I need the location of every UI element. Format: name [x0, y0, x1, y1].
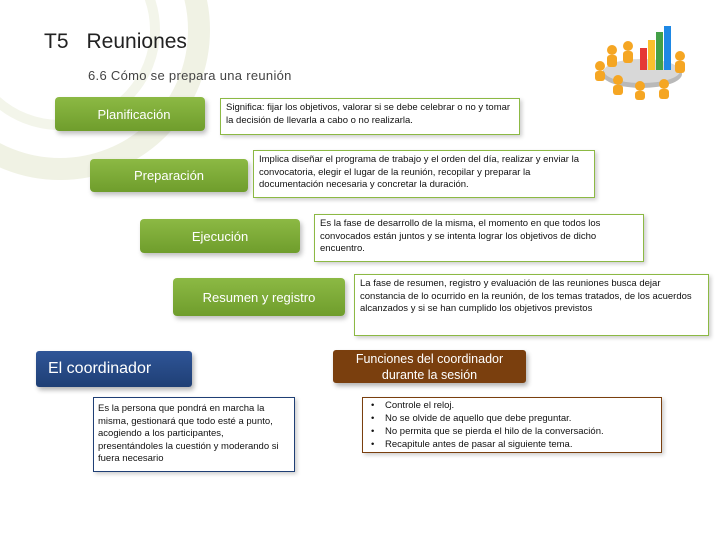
- functions-heading: [333, 350, 526, 383]
- stage-label: Ejecución: [191, 228, 249, 244]
- functions-list: [362, 397, 662, 453]
- stage-label: Preparación: [133, 168, 205, 183]
- list-item: • Controle el reloj.: [367, 399, 657, 412]
- list-item: • No permita que se pierda el hilo de la conversación.: [367, 425, 657, 438]
- stage-resumen-registro-description: La fase de resumen, registro y evaluación de las reuniones busca dejar constancia de lo ocurrido en la reunión, de los temas tratados, de los acuerdos alcanzados y si se han cumplido los objetivos previstos: [354, 274, 709, 336]
- stage-label: Planificación: [97, 106, 171, 122]
- topic-number: T5: [44, 30, 69, 53]
- page-title: [44, 30, 187, 54]
- stage-label: Resumen y registro: [202, 289, 316, 305]
- stage-planificacion: [55, 97, 205, 131]
- functions-heading-line2: durante la sesión: [381, 367, 478, 382]
- stage-ejecucion-description: Es la fase de desarrollo de la misma, el momento en que todos los convocados están juntos y se intenta lograr los objetivos de dicho encuentro.: [314, 214, 644, 262]
- stage-preparacion: [90, 159, 248, 192]
- stage-ejecucion: [140, 219, 300, 253]
- list-item: • No se olvide de aquello que debe preguntar.: [367, 412, 657, 425]
- coordinator-description: Es la persona que pondrá en marcha la misma, gestionará que todo esté a punto, acogiendo a los participantes, presentándoles la cuestión y moderando si fuera necesario: [93, 397, 295, 472]
- functions-heading-line1: Funciones del coordinador: [355, 351, 504, 366]
- coordinator-heading: El coordinador: [36, 351, 192, 387]
- stage-planificacion-description: Significa: fijar los objetivos, valorar si se debe celebrar o no y tomar la decisión de llevarla a cabo o no realizarla.: [220, 98, 520, 135]
- list-item: • Recapitule antes de pasar al siguiente tema.: [367, 438, 657, 451]
- stage-preparacion-description: Implica diseñar el programa de trabajo y el orden del día, realizar y enviar la convocatoria, elegir el lugar de la reunión, recopilar y preparar la documentación necesaria y concretar la duración.: [253, 150, 595, 198]
- section-subtitle: 6.6 Cómo se prepara una reunión: [88, 68, 292, 83]
- stage-resumen-registro: [173, 278, 345, 316]
- topic-title: Reuniones: [86, 30, 187, 53]
- meeting-clipart: [592, 16, 692, 100]
